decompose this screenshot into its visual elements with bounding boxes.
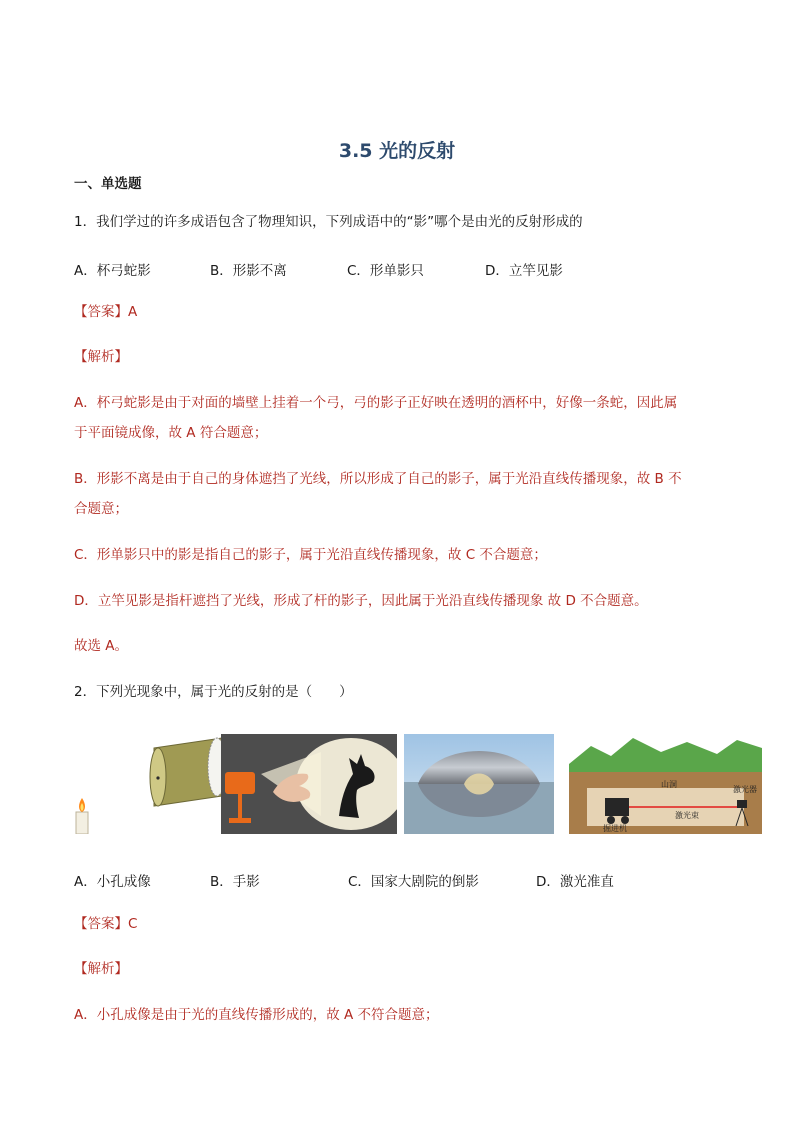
q1-analysis-line: A．杯弓蛇影是由于对面的墙壁上挂着一个弓，弓的影子正好映在透明的酒杯中，好像一条蛇，因此属 — [74, 395, 678, 411]
q1-option-d: D．立竿见影 — [485, 263, 563, 279]
q2-analysis-label: 【解析】 — [74, 961, 128, 977]
label-laser-device: 激光器 — [733, 785, 757, 794]
q1-analysis-line: 于平面镜成像，故 A 符合题意； — [74, 425, 268, 441]
translucent-screen — [208, 738, 222, 796]
q1-answer: 【答案】A — [74, 304, 138, 320]
lamp — [225, 772, 255, 794]
label-laser-beam: 激光束 — [675, 811, 699, 820]
q2-option-b: B．手影 — [210, 874, 260, 890]
page-title: 3.5 光的反射 — [338, 140, 456, 162]
laser-alignment-image — [569, 734, 762, 834]
q1-analysis-line: B．形影不离是由于自己的身体遮挡了光线，所以形成了自己的影子，属于光沿直线传播现象，故 B 不 — [74, 471, 682, 487]
q1-option-c: C．形单影只 — [347, 263, 424, 279]
tunnel-boring-machine — [605, 798, 629, 816]
pinhole-camera-image — [72, 734, 222, 834]
q1-analysis-line: D．立竿见影是指杆遮挡了光线，形成了杆的影子，因此属于光沿直线传播现象 故 D 不合题意。 — [74, 593, 648, 609]
q2-option-c: C．国家大剧院的倒影 — [348, 874, 479, 890]
hand-shadow-image — [221, 734, 397, 834]
q1-analysis-label: 【解析】 — [74, 349, 128, 365]
q1-analysis-line: 合题意； — [74, 501, 128, 517]
laser-device — [737, 800, 747, 808]
q1-option-b: B．形影不离 — [210, 263, 287, 279]
q2-answer: 【答案】C — [74, 916, 138, 932]
question-1-stem: 1．我们学过的许多成语包含了物理知识，下列成语中的“影”哪个是由光的反射形成的 — [74, 214, 583, 230]
candle-body — [76, 812, 88, 834]
q1-conclusion: 故选 A。 — [74, 638, 129, 654]
q2-option-d: D．激光准直 — [536, 874, 614, 890]
q2-option-a: A．小孔成像 — [74, 874, 151, 890]
label-cave: 山洞 — [661, 780, 677, 789]
q2-analysis-line: A．小孔成像是由于光的直线传播形成的，故 A 不符合题意； — [74, 1007, 439, 1023]
section-heading: 一、单选题 — [74, 176, 142, 192]
question-2-stem: 2．下列光现象中，属于光的反射的是（ ） — [74, 684, 353, 700]
q1-option-a: A．杯弓蛇影 — [74, 263, 151, 279]
q1-analysis-line: C．形单影只中的影是指自己的影子，属于光沿直线传播现象，故 C 不合题意； — [74, 547, 547, 563]
theatre-reflection-image — [404, 734, 554, 834]
label-boring-machine: 掘进机 — [603, 824, 627, 833]
